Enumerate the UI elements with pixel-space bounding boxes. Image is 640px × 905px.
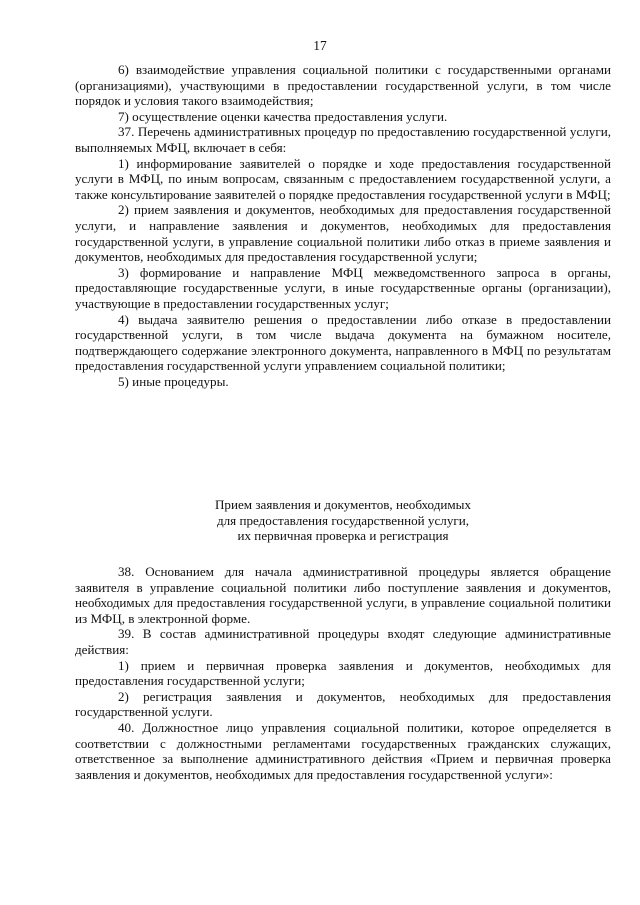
page-number: 17 [313, 38, 327, 53]
section-heading [75, 497, 611, 544]
paragraph: 37. Перечень административных процедур по предоставлению государственной услуги, выполняемых МФЦ, включает в себя: [75, 124, 611, 155]
paragraph: 2) регистрация заявления и документов, необходимых для предоставления государственной услуги. [75, 688, 611, 720]
paragraph: 3) формирование и направление МФЦ межведомственного запроса в органы, предоставляющие государственные услуги, в иные государственные органы (организации), участвующие в предоставлении государственных услуг; [75, 264, 611, 311]
section-heading-line: для предоставления государственной услуги, [216, 512, 470, 528]
paragraph: 40. Должностное лицо управления социальной политики, которое определяется в соответствии с должностными регламентами государственных гражданских служащих, ответственное за выполнение административного действия «Прием и первичная проверка заявления и документов, необходимых для предоставления государственной услуги»: [75, 719, 611, 782]
text-block-bottom [75, 564, 611, 782]
paragraph: 38. Основанием для начала административной процедуры является обращение заявителя в управление социальной политики либо поступление заявления и документов, необходимых для предоставления государственной услуги, в управление социальной политики из МФЦ, в электронной форме. [75, 564, 611, 626]
paragraph: 1) прием и первичная проверка заявления и документов, необходимых для предоставления государственной услуги; [75, 657, 611, 689]
paragraph: 7) осуществление оценки качества предоставления услуги. [118, 108, 448, 124]
paragraph: 39. В состав административной процедуры входят следующие административные действия: [75, 626, 611, 657]
paragraph: 4) выдача заявителю решения о предоставлении либо отказе в предоставлении государственной услуги, в том числе выдача документа на бумажном носителе, подтверждающего содержание электронного документа, направленного в МФЦ по результатам предоставления государственной услуги управлением социальной политики; [75, 311, 611, 374]
paragraph: 1) информирование заявителей о порядке и ходе предоставления государственной услуги в МФЦ, по иным вопросам, связанным с предоставлением государственной услуги, а также консультирование заявителей о порядке предоставления государственной услуги в МФЦ; [75, 155, 611, 202]
section-heading-line: Прием заявления и документов, необходимых [214, 497, 472, 512]
paragraph: 6) взаимодействие управления социальной политики с государственными органами (организациями), участвующими в предоставлении государственной услуги, в том числе порядок и условия такого взаимодействия; [75, 62, 611, 109]
section-heading-line: их первичная проверка и регистрация [237, 528, 449, 544]
paragraph: 2) прием заявления и документов, необходимых для предоставления государственной услуги, и направление заявления и документов, необходимых для предоставления государственной услуги, в управление социальной политики либо отказ в приеме заявления и документов, необходимых для предоставления государственной услуги; [75, 202, 611, 265]
paragraph: 5) иные процедуры. [118, 373, 229, 389]
text-block-top [75, 62, 611, 389]
